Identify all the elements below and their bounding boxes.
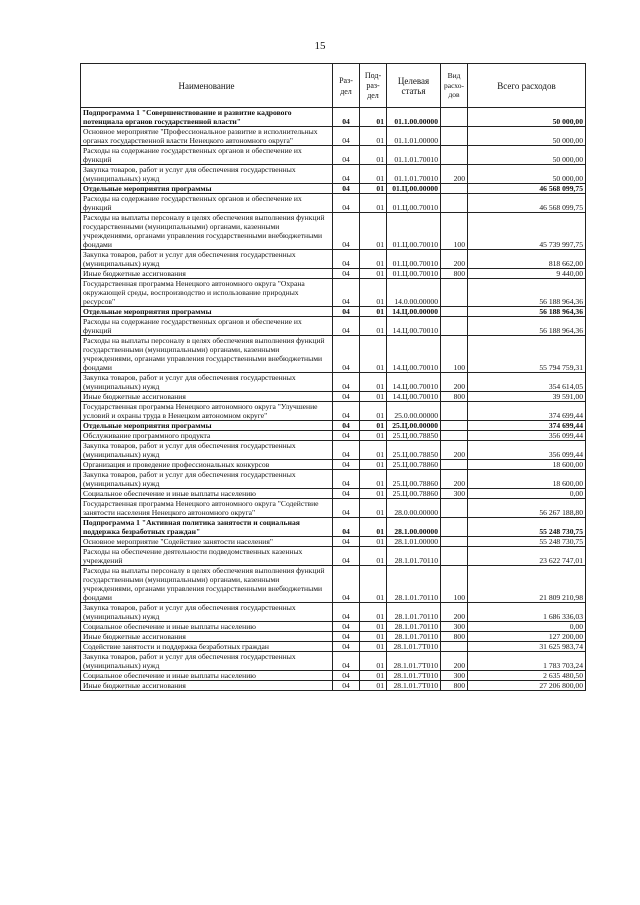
row-expense-type: 800: [441, 269, 468, 279]
row-expense-type: 100: [441, 213, 468, 250]
row-podrazdel: 01: [360, 402, 387, 421]
row-razdel: 04: [333, 470, 360, 489]
row-name: Расходы на обеспечение деятельности подведомственных казенных учреждений: [81, 547, 333, 566]
row-target-article: 01.Ц.00.70010: [387, 250, 441, 269]
row-target-article: 14.Ц.00.70010: [387, 336, 441, 373]
row-total: 2 635 480,50: [468, 671, 586, 681]
row-expense-type: 100: [441, 336, 468, 373]
table-row: [81, 537, 586, 547]
row-razdel: 04: [333, 146, 360, 165]
row-razdel: 04: [333, 317, 360, 336]
row-total: 55 794 759,31: [468, 336, 586, 373]
row-name: Государственная программа Ненецкого автономного округа "Охрана окружающей среды, воспроизводство и использование природных ресурсов": [81, 279, 333, 307]
table-row: [81, 373, 586, 392]
row-total: 374 699,44: [468, 402, 586, 421]
row-name: Иные бюджетные ассигнования: [81, 681, 333, 691]
row-podrazdel: 01: [360, 431, 387, 441]
row-total: 56 188 964,36: [468, 279, 586, 307]
row-name: Отдельные мероприятия программы: [81, 421, 333, 431]
header-name: Наименование: [81, 64, 333, 108]
row-expense-type: [441, 127, 468, 146]
row-name: Расходы на содержание государственных органов и обеспечение их функций: [81, 194, 333, 213]
table-row: [81, 269, 586, 279]
row-podrazdel: 01: [360, 518, 387, 537]
row-podrazdel: 01: [360, 307, 387, 317]
row-razdel: 04: [333, 537, 360, 547]
row-razdel: 04: [333, 489, 360, 499]
row-target-article: 01.Ц.00.70010: [387, 213, 441, 250]
row-expense-type: 800: [441, 681, 468, 691]
row-expense-type: [441, 547, 468, 566]
row-total: 356 099,44: [468, 431, 586, 441]
row-podrazdel: 01: [360, 460, 387, 470]
row-podrazdel: 01: [360, 336, 387, 373]
row-target-article: 14.Ц.00.70010: [387, 392, 441, 402]
row-target-article: 28.1.01.7T010: [387, 642, 441, 652]
row-expense-type: [441, 460, 468, 470]
row-total: 39 591,00: [468, 392, 586, 402]
row-name: Государственная программа Ненецкого автономного округа "Улучшение условий и охраны труда в Ненецком автономном округе": [81, 402, 333, 421]
row-total: 18 600,00: [468, 470, 586, 489]
table-row: [81, 489, 586, 499]
row-name: Социальное обеспечение и иные выплаты населению: [81, 671, 333, 681]
row-name: Закупка товаров, работ и услуг для обеспечения государственных (муниципальных) нужд: [81, 470, 333, 489]
row-total: 354 614,05: [468, 373, 586, 392]
table-row: [81, 421, 586, 431]
table-row: [81, 108, 586, 127]
row-target-article: 28.1.01.7T010: [387, 671, 441, 681]
row-total: 374 699,44: [468, 421, 586, 431]
table-row: [81, 681, 586, 691]
header-podrazdel: Под- раз- дел: [360, 64, 387, 108]
row-razdel: 04: [333, 213, 360, 250]
row-podrazdel: 01: [360, 317, 387, 336]
row-target-article: 01.Ц.00.00000: [387, 184, 441, 194]
row-name: Расходы на выплаты персоналу в целях обеспечения выполнения функций государственными (муниципальными) органами, казенными учреждениями, органами управления государственными внебюджетными фондами: [81, 566, 333, 603]
row-expense-type: [441, 402, 468, 421]
row-name: Расходы на содержание государственных органов и обеспечение их функций: [81, 317, 333, 336]
row-podrazdel: 01: [360, 127, 387, 146]
table-row: [81, 441, 586, 460]
row-total: 55 248 730,75: [468, 518, 586, 537]
row-name: Закупка товаров, работ и услуг для обеспечения государственных (муниципальных) нужд: [81, 652, 333, 671]
table-row: [81, 194, 586, 213]
row-expense-type: [441, 518, 468, 537]
row-name: Иные бюджетные ассигнования: [81, 632, 333, 642]
row-razdel: 04: [333, 269, 360, 279]
row-total: 127 200,00: [468, 632, 586, 642]
row-expense-type: 200: [441, 165, 468, 184]
row-total: 56 188 964,36: [468, 317, 586, 336]
row-expense-type: 200: [441, 373, 468, 392]
row-target-article: 01.Ц.00.70010: [387, 194, 441, 213]
row-name: Подпрограмма 1 "Совершенствование и развитие кадрового потенциала органов государственной власти": [81, 108, 333, 127]
row-target-article: 01.1.00.00000: [387, 108, 441, 127]
row-razdel: 04: [333, 421, 360, 431]
row-expense-type: [441, 642, 468, 652]
row-expense-type: 300: [441, 671, 468, 681]
row-razdel: 04: [333, 184, 360, 194]
row-target-article: 28.1.00.00000: [387, 518, 441, 537]
row-target-article: 25.Ц.00.78850: [387, 431, 441, 441]
row-target-article: 25.0.00.00000: [387, 402, 441, 421]
row-target-article: 25.Ц.00.78860: [387, 489, 441, 499]
row-target-article: 14.0.00.00000: [387, 279, 441, 307]
table-row: [81, 336, 586, 373]
row-expense-type: [441, 146, 468, 165]
row-total: 21 809 210,98: [468, 566, 586, 603]
row-podrazdel: 01: [360, 269, 387, 279]
table-row: [81, 307, 586, 317]
row-target-article: 01.1.01.70010: [387, 165, 441, 184]
row-name: Расходы на выплаты персоналу в целях обеспечения выполнения функций государственными (муниципальными) органами, казенными учреждениями, органами управления государственными внебюджетными фондами: [81, 213, 333, 250]
row-target-article: 28.1.01.70110: [387, 547, 441, 566]
table-row: [81, 279, 586, 307]
table-row: [81, 431, 586, 441]
row-target-article: 28.1.01.7T010: [387, 681, 441, 691]
row-podrazdel: 01: [360, 642, 387, 652]
row-podrazdel: 01: [360, 489, 387, 499]
table-row: [81, 671, 586, 681]
row-name: Иные бюджетные ассигнования: [81, 392, 333, 402]
row-target-article: 28.1.01.70110: [387, 622, 441, 632]
row-name: Отдельные мероприятия программы: [81, 184, 333, 194]
row-podrazdel: 01: [360, 108, 387, 127]
table-row: [81, 127, 586, 146]
row-total: 27 206 800,00: [468, 681, 586, 691]
row-name: Отдельные мероприятия программы: [81, 307, 333, 317]
row-expense-type: 300: [441, 622, 468, 632]
row-razdel: 04: [333, 127, 360, 146]
row-expense-type: 800: [441, 392, 468, 402]
row-podrazdel: 01: [360, 421, 387, 431]
row-razdel: 04: [333, 392, 360, 402]
row-podrazdel: 01: [360, 632, 387, 642]
row-podrazdel: 01: [360, 470, 387, 489]
row-podrazdel: 01: [360, 213, 387, 250]
row-razdel: 04: [333, 108, 360, 127]
row-expense-type: 300: [441, 489, 468, 499]
row-total: 50 000,00: [468, 146, 586, 165]
row-expense-type: [441, 184, 468, 194]
table-row: [81, 392, 586, 402]
table-row: [81, 499, 586, 518]
row-razdel: 04: [333, 681, 360, 691]
row-razdel: 04: [333, 250, 360, 269]
row-podrazdel: 01: [360, 373, 387, 392]
table-row: [81, 460, 586, 470]
row-razdel: 04: [333, 632, 360, 642]
row-name: Основное мероприятие "Профессиональное развитие в исполнительных органах государственной власти Ненецкого автономного округа": [81, 127, 333, 146]
table-row: [81, 317, 586, 336]
row-razdel: 04: [333, 441, 360, 460]
row-razdel: 04: [333, 518, 360, 537]
row-razdel: 04: [333, 460, 360, 470]
row-podrazdel: 01: [360, 547, 387, 566]
row-razdel: 04: [333, 566, 360, 603]
row-total: 23 622 747,01: [468, 547, 586, 566]
table-body: [81, 108, 586, 691]
table-row: [81, 652, 586, 671]
row-razdel: 04: [333, 603, 360, 622]
row-target-article: 28.1.01.70110: [387, 566, 441, 603]
row-podrazdel: 01: [360, 165, 387, 184]
row-podrazdel: 01: [360, 622, 387, 632]
row-target-article: 25.Ц.00.78860: [387, 460, 441, 470]
row-razdel: 04: [333, 194, 360, 213]
row-razdel: 04: [333, 165, 360, 184]
row-target-article: 14.Ц.00.00000: [387, 307, 441, 317]
row-expense-type: [441, 307, 468, 317]
row-name: Социальное обеспечение и иные выплаты населению: [81, 489, 333, 499]
row-total: 46 568 099,75: [468, 184, 586, 194]
row-podrazdel: 01: [360, 194, 387, 213]
row-razdel: 04: [333, 279, 360, 307]
row-expense-type: 100: [441, 566, 468, 603]
row-razdel: 04: [333, 402, 360, 421]
row-name: Социальное обеспечение и иные выплаты населению: [81, 622, 333, 632]
table-row: [81, 250, 586, 269]
row-razdel: 04: [333, 336, 360, 373]
row-podrazdel: 01: [360, 441, 387, 460]
row-expense-type: 800: [441, 632, 468, 642]
row-podrazdel: 01: [360, 652, 387, 671]
row-name: Расходы на выплаты персоналу в целях обеспечения выполнения функций государственными (муниципальными) органами, казенными учреждениями, органами управления государственными внебюджетными фондами: [81, 336, 333, 373]
row-total: 46 568 099,75: [468, 194, 586, 213]
table-row: [81, 603, 586, 622]
table-row: [81, 213, 586, 250]
table-row: [81, 518, 586, 537]
row-name: Закупка товаров, работ и услуг для обеспечения государственных (муниципальных) нужд: [81, 603, 333, 622]
table-row: [81, 165, 586, 184]
row-expense-type: [441, 194, 468, 213]
row-target-article: 01.1.01.00000: [387, 127, 441, 146]
row-expense-type: 200: [441, 652, 468, 671]
row-target-article: 28.1.01.70110: [387, 632, 441, 642]
row-target-article: 28.0.00.00000: [387, 499, 441, 518]
row-total: 55 248 730,75: [468, 537, 586, 547]
row-target-article: 01.Ц.00.70010: [387, 269, 441, 279]
row-razdel: 04: [333, 431, 360, 441]
table-row: [81, 642, 586, 652]
row-total: 50 000,00: [468, 127, 586, 146]
row-total: 18 600,00: [468, 460, 586, 470]
row-total: 56 267 188,80: [468, 499, 586, 518]
row-total: 1 783 703,24: [468, 652, 586, 671]
row-name: Организация и проведение профессиональных конкурсов: [81, 460, 333, 470]
row-expense-type: [441, 108, 468, 127]
row-target-article: 28.1.01.70110: [387, 603, 441, 622]
row-target-article: 14.Ц.00.70010: [387, 317, 441, 336]
row-razdel: 04: [333, 499, 360, 518]
row-total: 1 686 336,03: [468, 603, 586, 622]
row-target-article: 25.Ц.00.78860: [387, 470, 441, 489]
row-expense-type: [441, 421, 468, 431]
row-target-article: 28.1.01.7T010: [387, 652, 441, 671]
row-expense-type: [441, 279, 468, 307]
table-row: [81, 402, 586, 421]
row-razdel: 04: [333, 622, 360, 632]
row-name: Основное мероприятие "Содействие занятости населения": [81, 537, 333, 547]
row-name: Закупка товаров, работ и услуг для обеспечения государственных (муниципальных) нужд: [81, 250, 333, 269]
page-number: 15: [314, 40, 326, 52]
row-podrazdel: 01: [360, 681, 387, 691]
row-target-article: 25.Ц.00.78850: [387, 441, 441, 460]
table-row: [81, 632, 586, 642]
table-row: [81, 470, 586, 489]
row-podrazdel: 01: [360, 146, 387, 165]
row-total: 0,00: [468, 489, 586, 499]
header-razdel: Раз- дел: [333, 64, 360, 108]
row-podrazdel: 01: [360, 250, 387, 269]
row-total: 45 739 997,75: [468, 213, 586, 250]
row-total: 31 625 983,74: [468, 642, 586, 652]
row-name: Иные бюджетные ассигнования: [81, 269, 333, 279]
header-total: Всего расходов: [468, 64, 586, 108]
row-expense-type: 200: [441, 441, 468, 460]
row-podrazdel: 01: [360, 566, 387, 603]
budget-table: [80, 63, 586, 691]
row-target-article: 01.1.01.70010: [387, 146, 441, 165]
row-target-article: 14.Ц.00.70010: [387, 373, 441, 392]
row-expense-type: [441, 431, 468, 441]
row-total: 818 662,00: [468, 250, 586, 269]
row-expense-type: 200: [441, 250, 468, 269]
table-row: [81, 566, 586, 603]
header-expense-type: Вид расхо- дов: [441, 64, 468, 108]
row-total: 56 188 964,36: [468, 307, 586, 317]
row-razdel: 04: [333, 652, 360, 671]
row-podrazdel: 01: [360, 671, 387, 681]
row-expense-type: [441, 317, 468, 336]
row-target-article: 25.Ц.00.00000: [387, 421, 441, 431]
table-row: [81, 146, 586, 165]
row-name: Содействие занятости и поддержка безработных граждан: [81, 642, 333, 652]
row-podrazdel: 01: [360, 184, 387, 194]
row-podrazdel: 01: [360, 279, 387, 307]
row-name: Закупка товаров, работ и услуг для обеспечения государственных (муниципальных) нужд: [81, 441, 333, 460]
row-podrazdel: 01: [360, 499, 387, 518]
row-name: Обслуживание программного продукта: [81, 431, 333, 441]
row-total: 50 000,00: [468, 165, 586, 184]
table-row: [81, 184, 586, 194]
row-target-article: 28.1.01.00000: [387, 537, 441, 547]
row-total: 9 440,00: [468, 269, 586, 279]
row-total: 356 099,44: [468, 441, 586, 460]
row-razdel: 04: [333, 642, 360, 652]
row-total: 50 000,00: [468, 108, 586, 127]
row-podrazdel: 01: [360, 537, 387, 547]
row-name: Расходы на содержание государственных органов и обеспечение их функций: [81, 146, 333, 165]
row-razdel: 04: [333, 307, 360, 317]
row-podrazdel: 01: [360, 603, 387, 622]
row-total: 0,00: [468, 622, 586, 632]
table-row: [81, 622, 586, 632]
table-header-row: [81, 64, 586, 108]
row-razdel: 04: [333, 671, 360, 681]
row-name: Государственная программа Ненецкого автономного округа "Содействие занятости населения Ненецкого автономного округа": [81, 499, 333, 518]
row-podrazdel: 01: [360, 392, 387, 402]
row-expense-type: [441, 499, 468, 518]
row-razdel: 04: [333, 373, 360, 392]
row-name: Закупка товаров, работ и услуг для обеспечения государственных (муниципальных) нужд: [81, 373, 333, 392]
header-target-article: Целевая статья: [387, 64, 441, 108]
row-expense-type: 200: [441, 603, 468, 622]
row-name: Подпрограмма 1 "Активная политика занятости и социальная поддержка безработных граждан": [81, 518, 333, 537]
table-row: [81, 547, 586, 566]
row-razdel: 04: [333, 547, 360, 566]
row-expense-type: 200: [441, 470, 468, 489]
row-name: Закупка товаров, работ и услуг для обеспечения государственных (муниципальных) нужд: [81, 165, 333, 184]
row-expense-type: [441, 537, 468, 547]
